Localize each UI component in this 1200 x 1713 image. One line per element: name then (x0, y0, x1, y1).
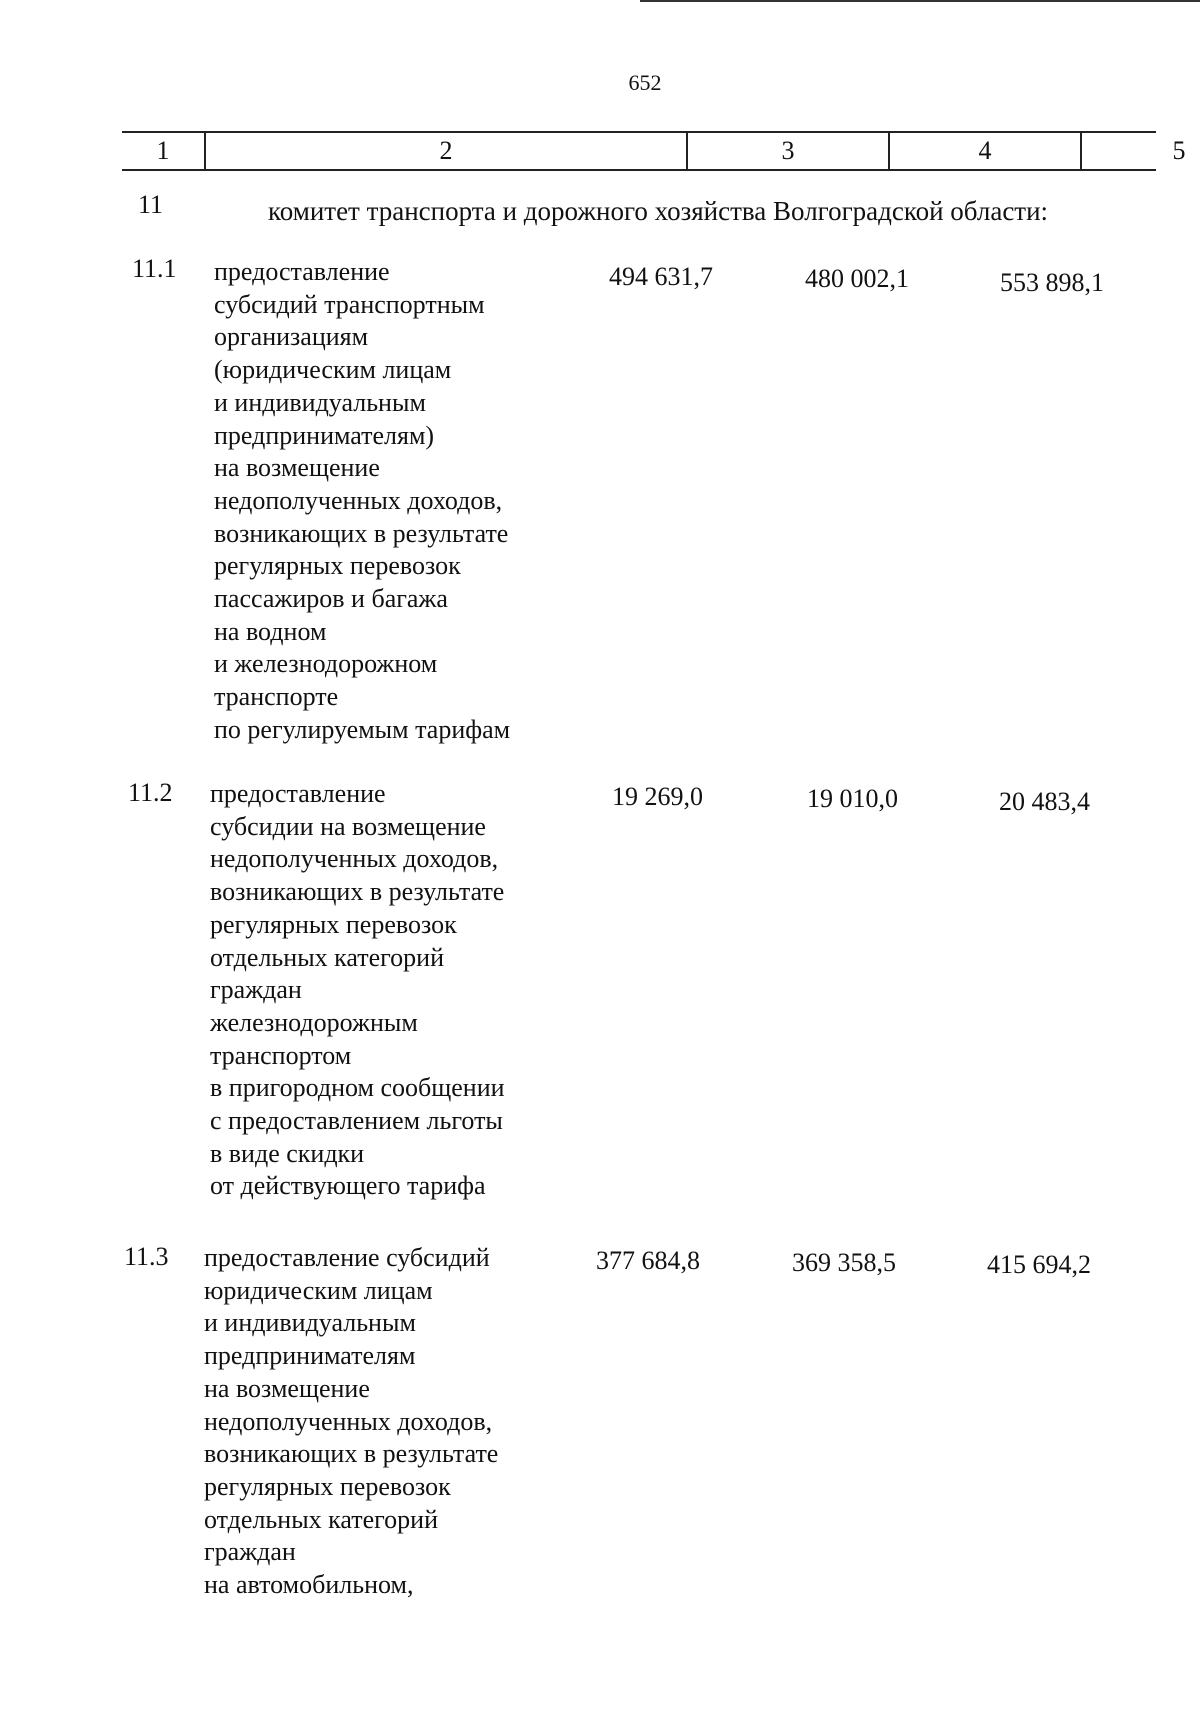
row-description: предоставление субсидии на возмещение недополученных доходов, возникающих в результате регулярных перевозок отдельных категорий граждан железнодорожным транспортом в пригородном сообщении с предоставлением льготы в виде скидки от действующего тарифа (210, 779, 505, 1201)
row-value-col3: 377 684,8 (596, 1246, 700, 1275)
row-description: предоставление субсидий транспортным организациям (юридическим лицам и индивидуальным предпринимателям) на возмещение недополученных доходов, возникающих в результате регулярных перевозок пассажиров и багажа на водном и железнодорожном транспорте по регулируемым тарифам (214, 257, 511, 744)
row-number: 11.2 (128, 778, 173, 807)
row-description: предоставление субсидий юридическим лицам и индивидуальным предпринимателям на возмещение недополученных доходов, возникающих в результате регулярных перевозок отдельных категорий граждан на автомобильном, (204, 1243, 499, 1600)
section-number: 11 (138, 190, 164, 219)
header-col-1: 1 (156, 136, 170, 165)
row-value-col4: 19 010,0 (807, 784, 898, 813)
header-col-5: 5 (1172, 136, 1186, 165)
table-header-row (122, 131, 1186, 171)
top-border-line (640, 0, 1200, 2)
row-value-col5: 20 483,4 (999, 787, 1090, 816)
header-col-3: 3 (781, 136, 795, 165)
row-value-col5: 553 898,1 (1000, 268, 1104, 297)
row-value-col3: 19 269,0 (612, 782, 703, 811)
row-number: 11.3 (124, 1242, 169, 1271)
row-number: 11.1 (132, 254, 177, 283)
row-value-col4: 369 358,5 (792, 1248, 896, 1277)
page-number: 652 (628, 70, 662, 95)
row-value-col5: 415 694,2 (987, 1250, 1091, 1279)
header-col-4: 4 (978, 136, 992, 165)
row-value-col4: 480 002,1 (805, 264, 909, 293)
row-value-col3: 494 631,7 (609, 262, 713, 291)
section-title: комитет транспорта и дорожного хозяйства Волгоградской области: (268, 196, 1049, 226)
header-col-2: 2 (439, 136, 453, 165)
